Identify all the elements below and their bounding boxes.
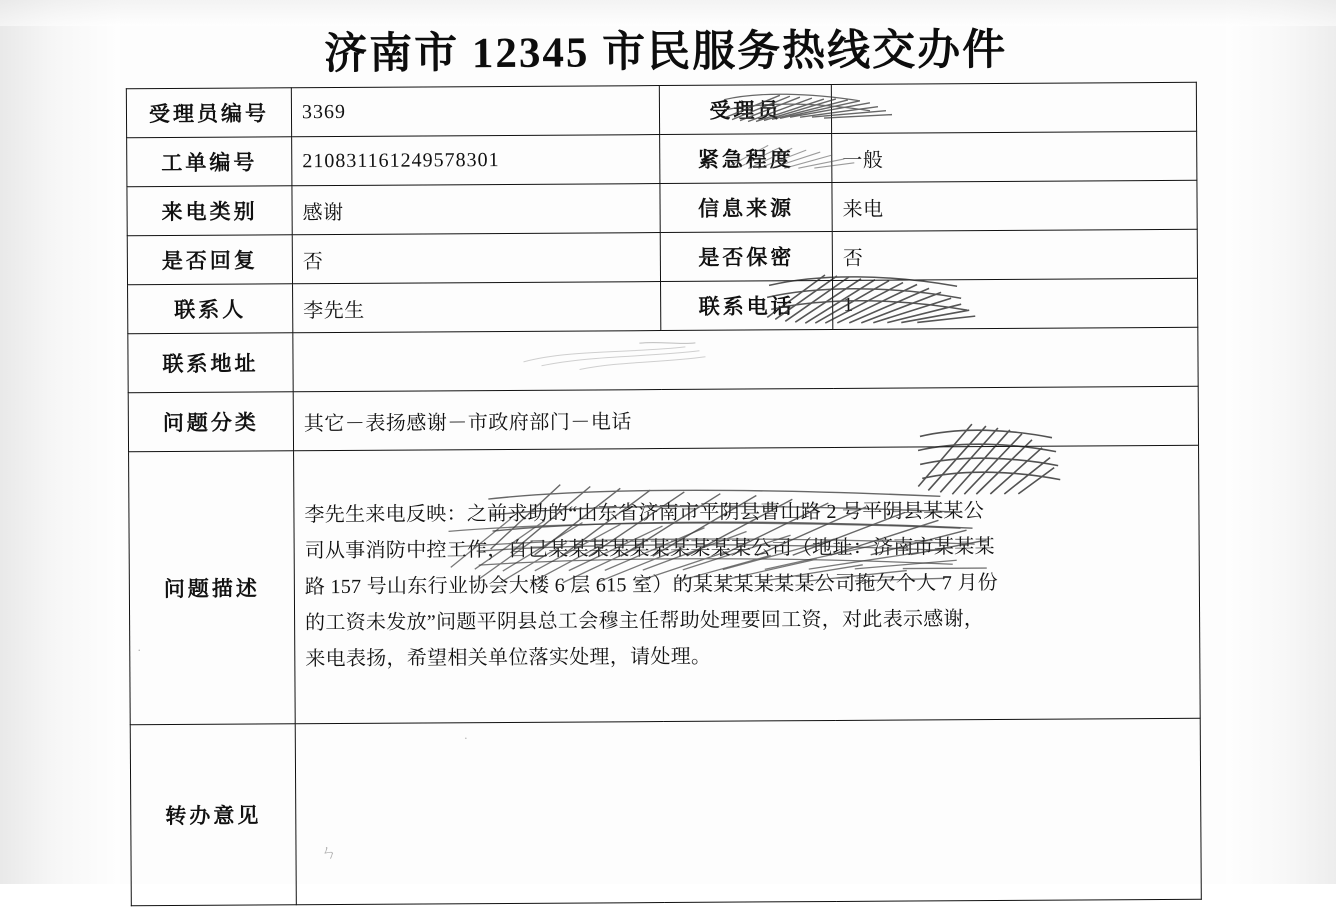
field-label-issue-description: 问题描述 [129, 451, 296, 725]
field-label-transfer-opinion: 转办意见 [130, 724, 296, 906]
description-line: 司从事消防中控工作，自己某某某某某某某某某某公司（地址：济南市某某某 [304, 536, 995, 563]
field-label-contact-person: 联系人 [128, 284, 293, 334]
field-value-confidential: 否 [832, 229, 1197, 280]
field-value-call-type: 感谢 [292, 184, 660, 235]
field-label-reply-required: 是否回复 [127, 235, 292, 285]
table-row [127, 229, 1197, 285]
field-label-confidential: 是否保密 [660, 231, 832, 281]
field-value-issue-category: 其它－表扬感谢－市政府部门－电话 [293, 386, 1198, 451]
field-label-urgency: 紧急程度 [660, 133, 832, 183]
table-row [128, 278, 1198, 334]
field-value-contact-address [293, 327, 1198, 392]
field-value-reply-required: 否 [292, 233, 660, 284]
table-row-description [129, 445, 1201, 725]
service-hotline-form-table [126, 82, 1202, 907]
description-line: 来电表扬，希望相关单位落实处理，请处理。 [305, 645, 712, 671]
field-label-issue-category: 问题分类 [128, 392, 293, 452]
page-title: 济南市 12345 市民服务热线交办件 [323, 26, 1008, 79]
field-label-contact-address: 联系地址 [128, 333, 293, 393]
field-value-issue-description [294, 445, 1201, 724]
field-value-operator-id: 3369 [291, 86, 659, 137]
field-label-info-source: 信息来源 [660, 182, 832, 232]
description-line: 路 157 号山东行业协会大楼 6 层 615 室）的某某某某某某公司拖欠个人 7 月份 [304, 571, 999, 599]
field-label-operator-id: 受理员编号 [126, 88, 291, 138]
table-row [126, 82, 1196, 138]
field-value-transfer-opinion [295, 718, 1201, 905]
field-value-urgency: 一般 [832, 131, 1197, 182]
table-row-address [128, 327, 1198, 393]
field-label-ticket-no: 工单编号 [127, 137, 292, 187]
field-value-contact-person: 李先生 [293, 282, 661, 333]
field-label-call-type: 来电类别 [127, 186, 292, 236]
field-label-contact-phone: 联系电话 [661, 280, 833, 330]
table-row-opinion [130, 718, 1201, 906]
field-value-contact-phone: 1 [833, 278, 1198, 329]
table-row [127, 180, 1197, 236]
table-row-category [128, 386, 1198, 452]
description-line: 李先生来电反映：之前求助的“山东省济南市平阴县曹山路 2 号平阴县某某公 [304, 500, 985, 527]
field-value-ticket-no: 210831161249578301 [292, 135, 660, 186]
paper-speck: · [137, 643, 142, 658]
handwriting-mark: ㄣ [320, 843, 338, 863]
description-line: 的工资未发放”问题平阴县总工会穆主任帮助处理要回工资，对此表示感谢， [305, 608, 985, 635]
table-row [127, 131, 1197, 187]
paper-speck: · [463, 731, 468, 746]
field-value-info-source: 来电 [832, 180, 1197, 231]
field-label-operator: 受理员 [659, 84, 831, 134]
field-value-operator [831, 82, 1196, 133]
